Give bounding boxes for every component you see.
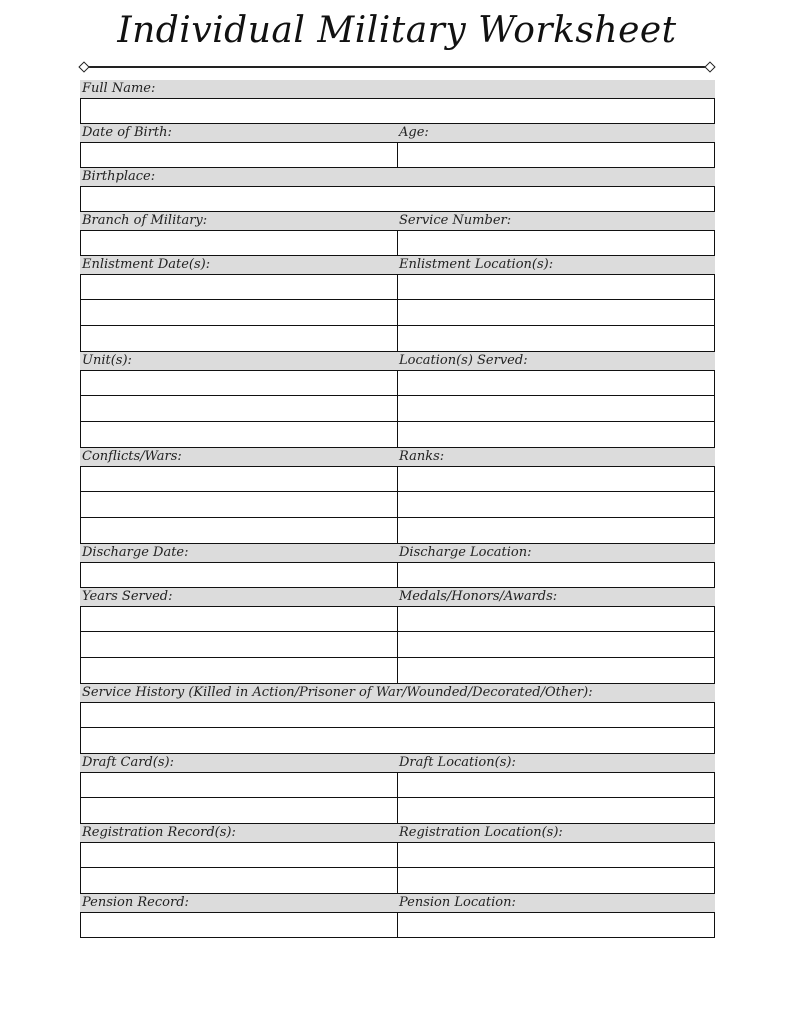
field-label: Pension Location: [399,895,516,910]
entry-field-left[interactable] [81,275,398,299]
entry-field-right[interactable] [398,773,714,797]
divider-diamond-left [78,61,89,72]
entry-row [80,868,715,894]
field-label: Discharge Location: [399,545,532,560]
entry-field-right[interactable] [398,798,714,823]
field-label: Ranks: [399,449,445,464]
entry-field-left[interactable] [81,422,398,447]
entry-row [80,702,715,728]
entry-field-left[interactable] [81,773,398,797]
field-label: Pension Record: [82,895,189,910]
entry-field-left[interactable] [81,518,398,543]
page-title: Individual Military Worksheet [117,10,677,51]
entry-row [80,98,715,124]
entry-row [80,518,715,544]
entry-field-left[interactable] [81,658,398,683]
entry-row [80,300,715,326]
field-label: Date of Birth: [82,125,172,140]
section-label-row [80,168,715,186]
field-label: Enlistment Location(s): [399,257,554,272]
section-label-row [80,80,715,98]
section-label-row [80,588,715,606]
section-label-row [80,824,715,842]
field-label: Draft Card(s): [82,755,174,770]
entry-row [80,186,715,212]
section-label-row [80,124,715,142]
entry-field-right[interactable] [398,913,714,937]
entry-row [80,422,715,448]
field-label: Discharge Date: [82,545,189,560]
section-label-row [80,544,715,562]
entry-field-right[interactable] [398,371,714,395]
section-label-row [80,352,715,370]
field-label: Birthplace: [82,169,156,184]
entry-row [80,606,715,632]
field-label: Branch of Military: [82,213,208,228]
entry-field-left[interactable] [81,396,398,421]
worksheet-form [80,80,715,938]
entry-field-left[interactable] [81,563,398,587]
entry-field-right[interactable] [398,658,714,683]
field-label: Service Number: [399,213,512,228]
entry-field-right[interactable] [398,518,714,543]
entry-field-right[interactable] [398,326,714,351]
entry-field-right[interactable] [398,632,714,657]
entry-field-right[interactable] [398,563,714,587]
entry-field-right[interactable] [398,843,714,867]
entry-field-right[interactable] [398,467,714,491]
entry-field-left[interactable] [81,798,398,823]
section-label-row [80,894,715,912]
entry-row [80,842,715,868]
section-label-row [80,448,715,466]
entry-field-left[interactable] [81,467,398,491]
entry-row [80,562,715,588]
entry-row [80,274,715,300]
field-label: Age: [399,125,429,140]
entry-row [80,326,715,352]
entry-field-right[interactable] [398,396,714,421]
entry-field-right[interactable] [398,275,714,299]
entry-row [80,142,715,168]
field-label: Unit(s): [82,353,132,368]
entry-row [80,396,715,422]
section-label-row [80,754,715,772]
entry-field-left[interactable] [81,231,398,255]
section-label-row [80,256,715,274]
entry-field-left[interactable] [81,632,398,657]
entry-row [80,772,715,798]
entry-field-right[interactable] [398,300,714,325]
entry-row [80,230,715,256]
entry-field-right[interactable] [398,607,714,631]
entry-field-right[interactable] [398,143,714,167]
entry-field[interactable] [81,187,714,211]
field-label: Location(s) Served: [399,353,528,368]
title-divider [84,66,712,68]
entry-field-right[interactable] [398,422,714,447]
field-label: Registration Location(s): [399,825,563,840]
entry-field-left[interactable] [81,913,398,937]
entry-row [80,798,715,824]
field-label: Full Name: [82,81,156,96]
entry-row [80,912,715,938]
field-label: Draft Location(s): [399,755,516,770]
entry-row [80,492,715,518]
entry-field-left[interactable] [81,371,398,395]
field-label: Service History (Killed in Action/Prisoner of War/Wounded/Decorated/Other): [82,685,593,700]
entry-field-left[interactable] [81,492,398,517]
entry-field[interactable] [81,728,714,753]
entry-field-right[interactable] [398,868,714,893]
entry-field-left[interactable] [81,143,398,167]
entry-field-left[interactable] [81,868,398,893]
entry-field[interactable] [81,99,714,123]
entry-field-right[interactable] [398,231,714,255]
divider-diamond-right [704,61,715,72]
entry-row [80,466,715,492]
entry-field[interactable] [81,703,714,727]
entry-row [80,658,715,684]
section-label-row [80,684,715,702]
entry-row [80,632,715,658]
field-label: Years Served: [82,589,173,604]
entry-field-left[interactable] [81,300,398,325]
entry-field-left[interactable] [81,326,398,351]
entry-row [80,728,715,754]
field-label: Conflicts/Wars: [82,449,182,464]
entry-row [80,370,715,396]
entry-field-left[interactable] [81,607,398,631]
section-label-row [80,212,715,230]
entry-field-left[interactable] [81,843,398,867]
field-label: Registration Record(s): [82,825,236,840]
field-label: Enlistment Date(s): [82,257,211,272]
field-label: Medals/Honors/Awards: [399,589,558,604]
entry-field-right[interactable] [398,492,714,517]
